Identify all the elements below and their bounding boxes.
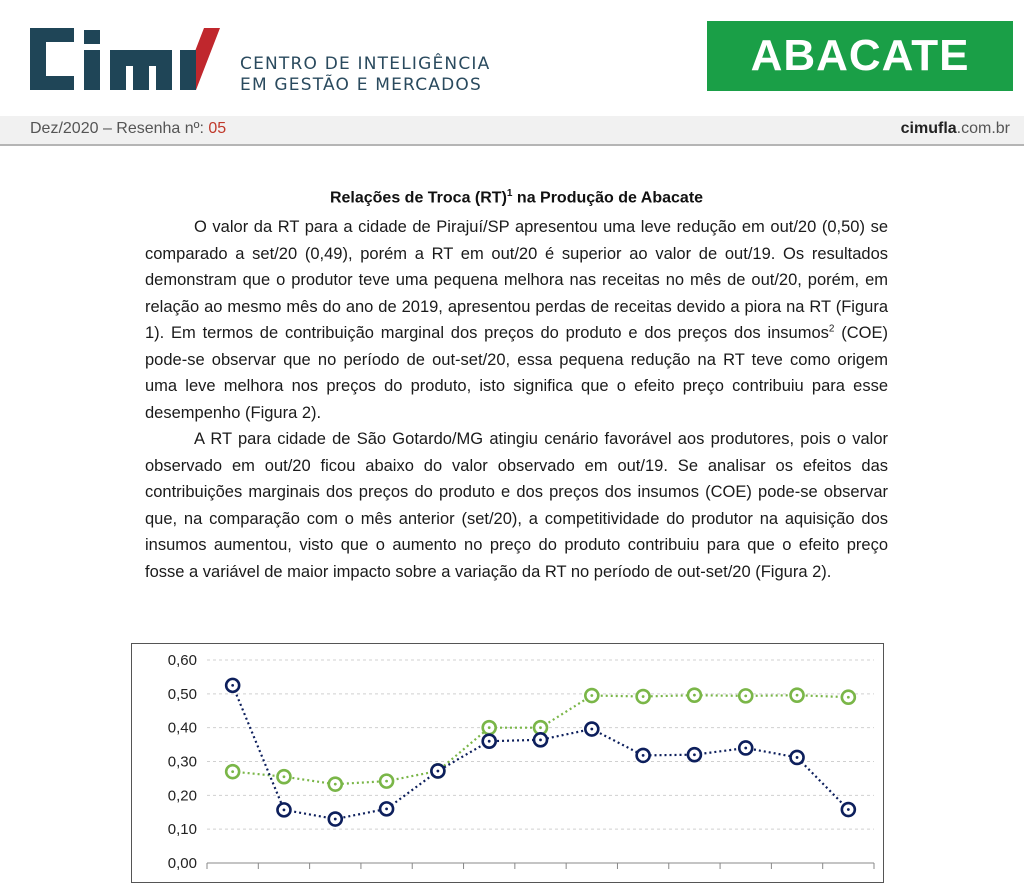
site-domain: .com.br <box>956 120 1010 137</box>
y-tick-label: 0,40 <box>167 719 197 737</box>
issue-prefix: Dez/2020 – Resenha nº: <box>30 120 209 137</box>
issue-number: 05 <box>208 120 227 137</box>
series-2-point-center <box>334 783 337 786</box>
series-1-point-center <box>539 738 542 741</box>
series-2-point-center <box>642 695 645 698</box>
y-tick-label: 0,10 <box>167 821 197 839</box>
footnote-ref-2[interactable]: 2 <box>828 323 835 335</box>
series-2-point-center <box>590 694 593 697</box>
series-1-point-center <box>847 808 850 811</box>
site-link[interactable] <box>901 120 1010 138</box>
y-tick-label: 0,50 <box>167 685 197 703</box>
title-text-end: na Produção de Abacate <box>512 189 704 207</box>
series-1-point-center <box>642 754 645 757</box>
series-1-point-center <box>231 684 234 687</box>
issue-band <box>0 116 1024 146</box>
series-2-point-center <box>744 694 747 697</box>
series-2-point-center <box>385 780 388 783</box>
paragraph-text: (COE) pode-se observar que no período de out-set/20, essa pequena redução na RT teve como origem uma leve melhora nos preços do produto, isto significa que o efeito preço contribuiu para esse desempenho (Figura 2). <box>145 324 888 422</box>
series-1-point-center <box>590 728 593 731</box>
article-title <box>145 180 888 212</box>
series-1-point-center <box>796 756 799 759</box>
product-badge: ABACATE <box>707 21 1013 91</box>
series-2-point-center <box>847 696 850 699</box>
series-2-point-center <box>283 775 286 778</box>
paragraph-pirajui <box>145 214 888 426</box>
footnote-ref-1[interactable]: 1 <box>506 188 513 199</box>
org-name-line1: CENTRO DE INTELIGÊNCIA <box>240 54 491 74</box>
title-text: Relações de Troca (RT) <box>329 189 507 207</box>
org-name <box>240 54 570 96</box>
cimi-logo <box>30 26 225 92</box>
issue-info <box>30 120 226 138</box>
y-tick-label: 0,00 <box>167 855 197 872</box>
series-1-point-center <box>385 807 388 810</box>
y-tick-label: 0,20 <box>167 787 197 805</box>
series-1-point-center <box>436 770 439 773</box>
series-2-point-center <box>693 694 696 697</box>
series-2-point-center <box>231 770 234 773</box>
series-2-point-center <box>539 726 542 729</box>
series-2-point-center <box>488 726 491 729</box>
org-name-line2: EM GESTÃO E MERCADOS <box>240 75 482 95</box>
site-name: cimufla <box>900 120 957 137</box>
series-1-point-center <box>283 808 286 811</box>
series-1-line <box>233 685 849 819</box>
series-1-point-center <box>334 818 337 821</box>
paragraph-sao-gotardo: A RT para cidade de São Gotardo/MG atingiu cenário favorável aos produtores, pois o valor observado em out/20 ficou abaixo do valor observado em out/19. Se analisar os efeitos das contribuições marginais dos preços do produto e dos preços dos insumos (COE) pode-se observar que, na comparação com o mês anterior (set/20), a competitividade do produtor na aquisição dos insumos aumentou, visto que o aumento no preço do produto contribuiu para que o efeito preço fosse a variável de maior impacto sobre a variação da RT no período de out-set/20 (Figura 2). <box>145 430 888 581</box>
y-tick-label: 0,60 <box>167 652 197 669</box>
series-1-point-center <box>488 740 491 743</box>
article <box>145 180 888 585</box>
line-chart <box>132 644 883 884</box>
figure-1-chart <box>131 643 884 883</box>
paragraph-text: O valor da RT para a cidade de Pirajuí/SP apresentou uma leve redução em out/20 (0,50) se comparado a set/20 (0,49), porém a RT em out/20 é superior ao valor de out/19. Os resultados demonstram que o produtor teve uma pequena melhora nas receitas no mês de out/20, porém, em relação ao mesmo mês do ano de 2019, apresentou perdas de receitas devido a piora na RT (Figura 1). Em termos de contribuição marginal dos preços do produto e dos preços dos insumos <box>145 218 888 343</box>
series-1-point-center <box>744 747 747 750</box>
y-tick-label: 0,30 <box>167 753 197 771</box>
series-1-point-center <box>693 753 696 756</box>
series-2-point-center <box>796 694 799 697</box>
